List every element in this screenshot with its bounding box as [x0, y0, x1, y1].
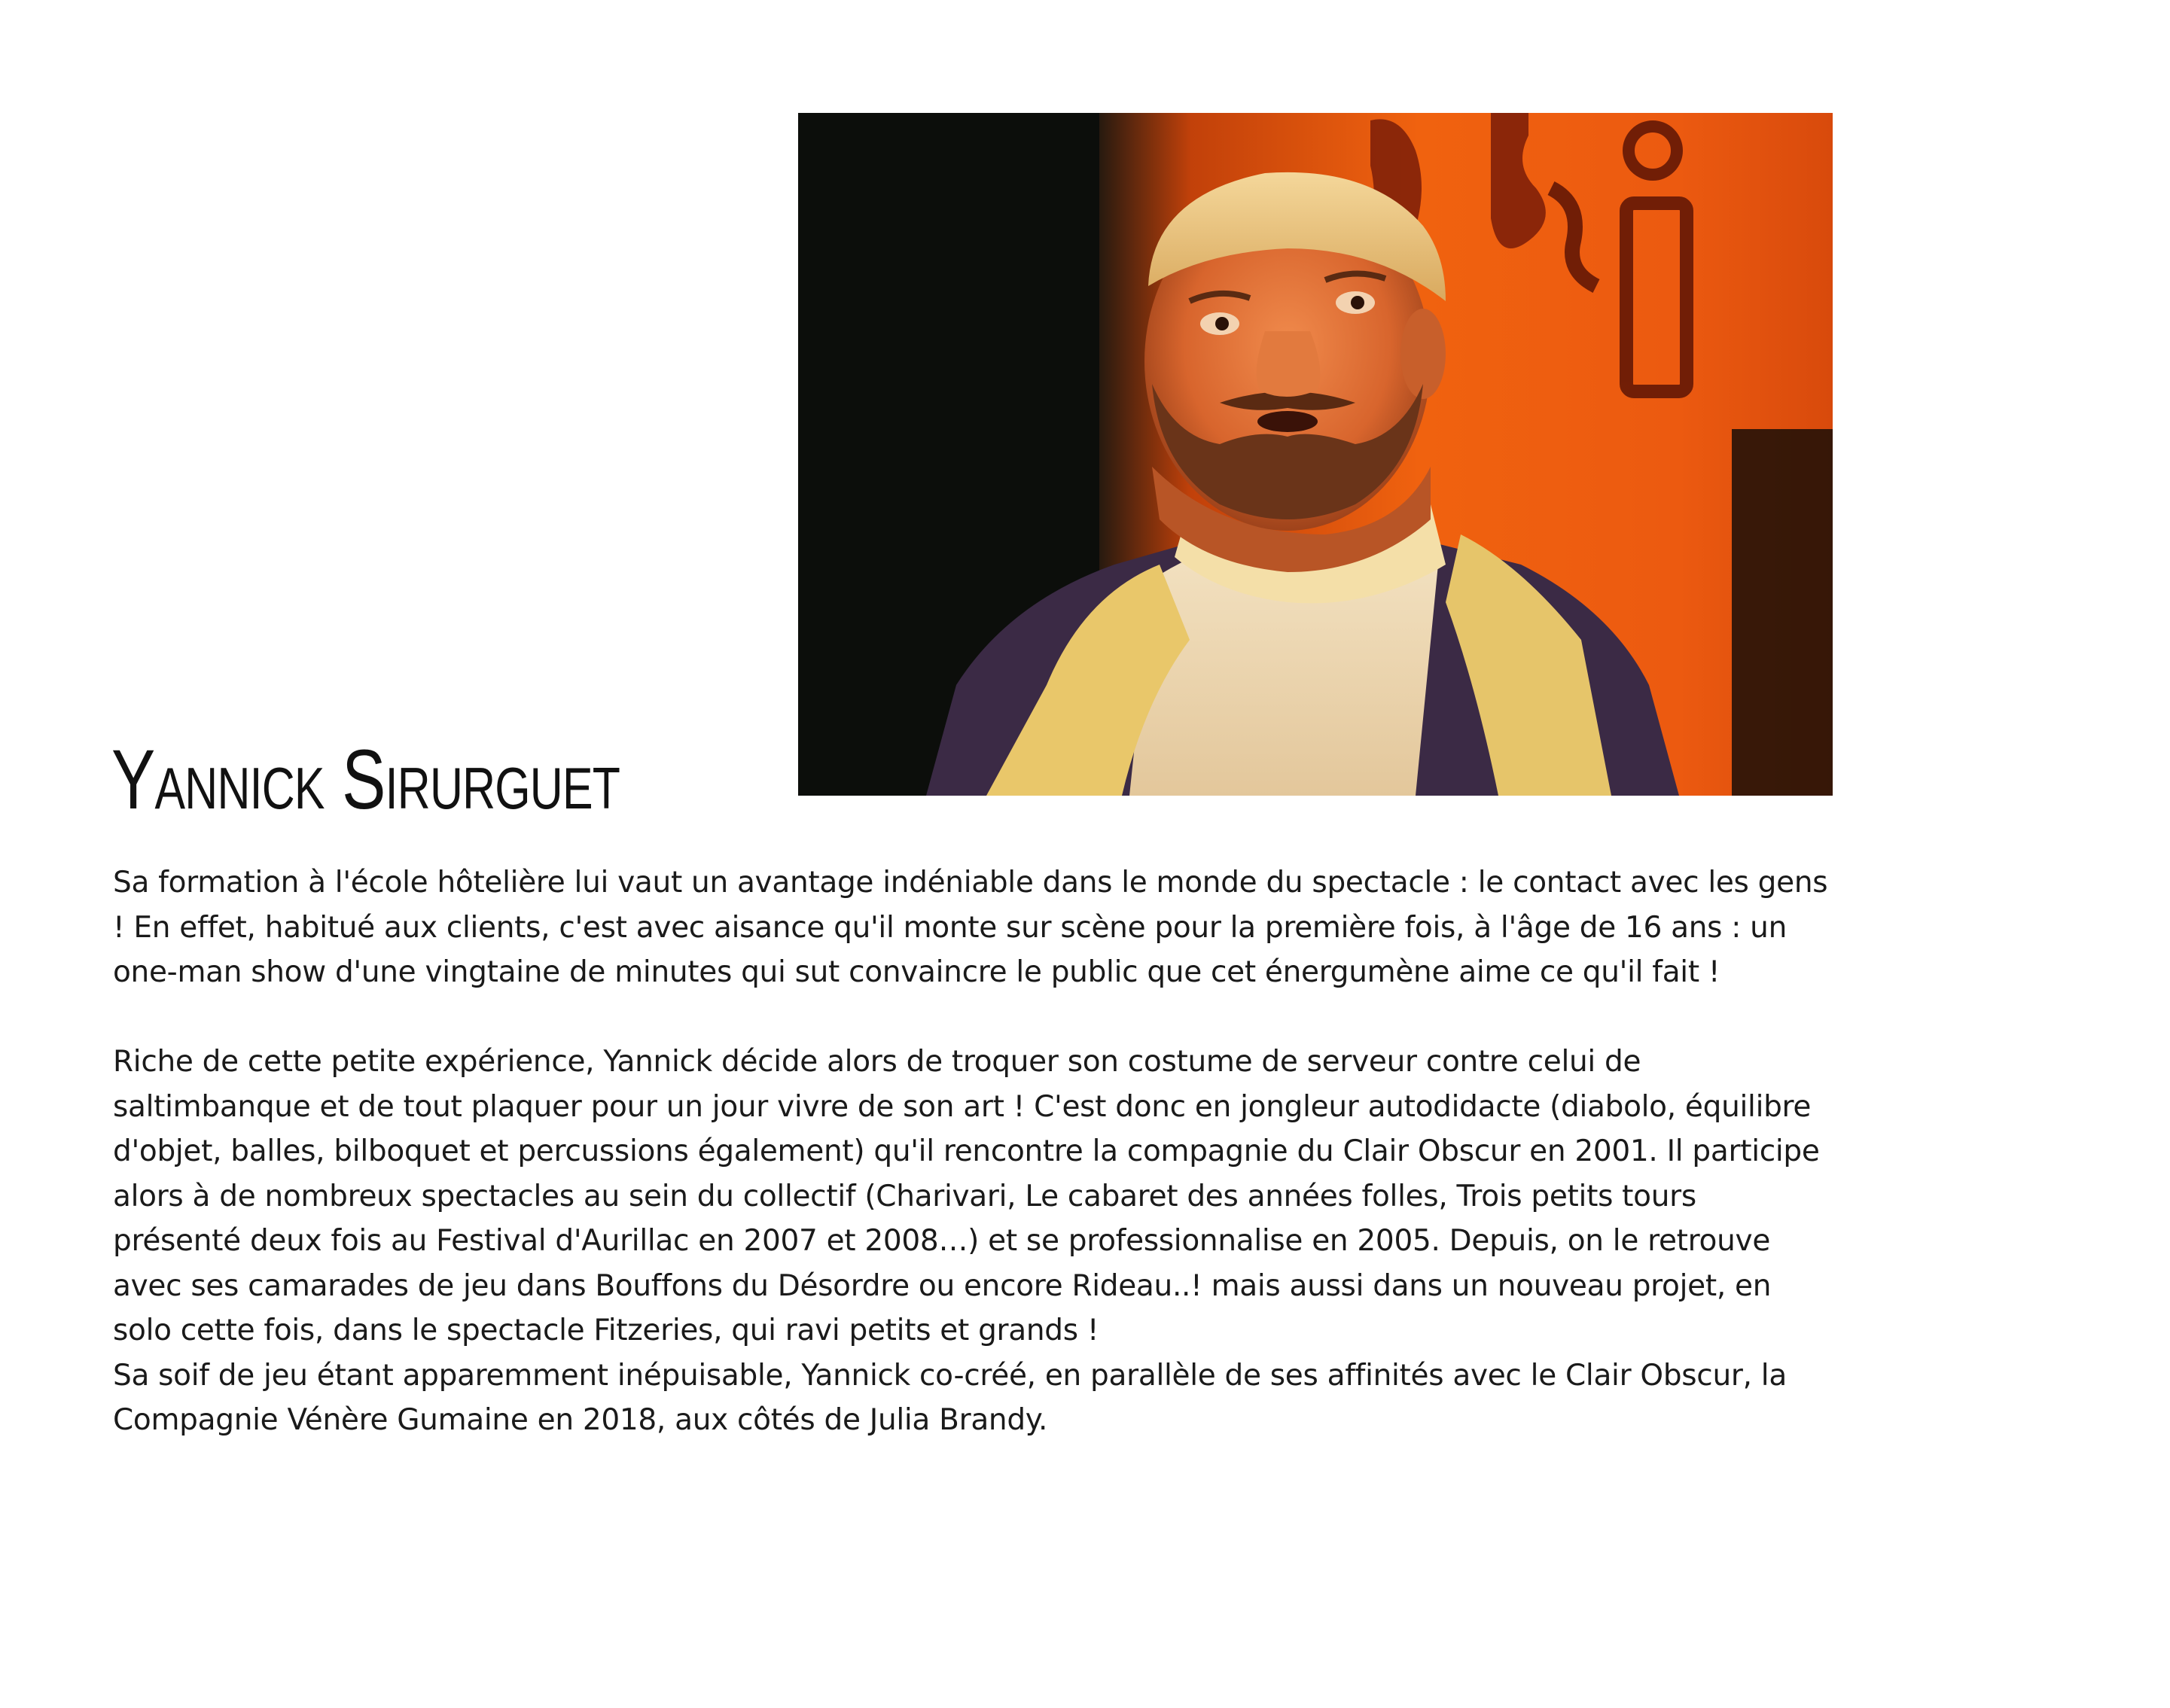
- bio-paragraph-1: Sa formation à l'école hôtelière lui vaut un avantage indéniable dans le monde du spectacle : le contact avec les gens ! En effet, habitué aux clients, c'est avec aisance qu'il monte sur scène pour la première fois, à l'âge de 16 ans : un one-man show d'une vingtaine de minutes qui sut convaincre le public que cet énergumène aime ce qu'il fait !: [113, 866, 1828, 989]
- bio-paragraph-3: Sa soif de jeu étant apparemment inépuisable, Yannick co-créé, en parallèle de ses affinités avec le Clair Obscur, la Compagnie Vénère Gumaine en 2018, aux côtés de Julia Brandy.: [113, 1358, 1787, 1437]
- photo-watermark: Jidi Naim: [2063, 866, 2170, 892]
- portrait-illustration: [798, 113, 1833, 796]
- biography-text: [113, 860, 1830, 1443]
- bio-paragraph-2: Riche de cette petite expérience, Yannick décide alors de troquer son costume de serveur contre celui de saltimbanque et de tout plaquer pour un jour vivre de son art ! C'est donc en jongleur autodidacte (diabolo, équilibre d'objet, balles, bilboquet et percussions également) qu'il rencontre la compagnie du Clair Obscur en 2001. Il participe alors à de nombreux spectacles au sein du collectif (Charivari, Le cabaret des années folles, Trois petits tours présenté deux fois au Festival d'Aurillac en 2007 et 2008…) et se professionnalise en 2005. Depuis, on le retrouve avec ses camarades de jeu dans Bouffons du Désordre ou encore Rideau..! mais aussi dans un nouveau projet, en solo cette fois, dans le spectacle Fitzeries, qui ravi petits et grands !: [113, 1045, 1820, 1347]
- portrait-photo: [798, 113, 2170, 892]
- page-title: Yannick Sirurguet: [111, 732, 620, 827]
- paragraph-spacer: [113, 995, 1830, 1040]
